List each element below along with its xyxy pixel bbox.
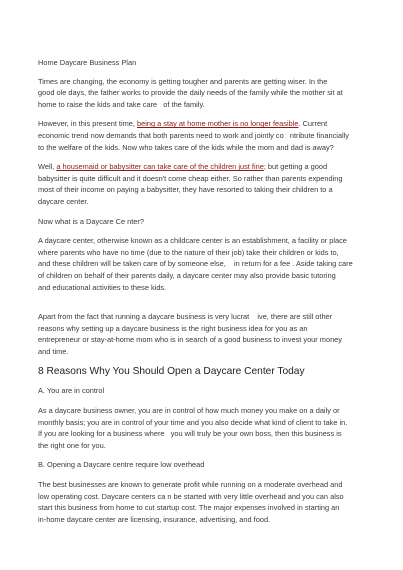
paragraph-text: ; but getting a good <box>263 162 328 172</box>
subheading-text: B. Opening a Daycare centre require low overhead <box>38 460 205 470</box>
paragraph-text: . Current <box>298 119 328 129</box>
paragraph-line: entrepreneur or stay-at-home mom who is in search of a good business to invest your money <box>38 335 342 345</box>
paragraph-text: Well, <box>38 162 57 172</box>
paragraph-babysitter <box>38 161 368 207</box>
subheading-control <box>38 385 368 397</box>
document-title <box>38 57 368 69</box>
spacer <box>38 301 368 311</box>
paragraph-line: A daycare center, otherwise known as a childcare center is an establishment, a facility or place <box>38 236 347 246</box>
paragraph-line: most of their income on paying a babysitter, they have resorted to taking their children to a <box>38 185 333 195</box>
document-body <box>38 57 368 533</box>
paragraph-intro <box>38 76 368 111</box>
paragraph-line: Times are changing, the economy is getting tougher and parents are getting wiser. In the <box>38 76 328 86</box>
paragraph-line: and educational activities to these kids. <box>38 282 167 292</box>
babysitter-link[interactable]: a housemaid or babysitter can take care of the children just fine <box>56 162 264 172</box>
stay-at-home-link[interactable]: being a stay at home mother is no longer feasible <box>137 119 299 129</box>
paragraph-line: and time. <box>38 346 69 356</box>
paragraph-line: where parents who have no time (due to the nature of their job) take their children or kids to, <box>38 247 339 257</box>
paragraph-line: babysitter is quite difficult and it doesn't come cheap either. So rather than parents expending <box>38 173 343 183</box>
paragraph-lucrative <box>38 311 368 357</box>
paragraph-line: If you are looking for a business where you will truly be your own boss, then this business is <box>38 429 342 439</box>
subheading-text: A. You are in control <box>38 386 105 396</box>
paragraph-text: However, in this present time, <box>38 119 137 129</box>
paragraph-line: of children on behalf of their parents daily, a daycare center may also provide basic tutoring <box>38 270 336 280</box>
paragraph-line: in-home daycare center are licensing, insurance, advertising, and food. <box>38 514 271 524</box>
paragraph-overhead <box>38 479 368 525</box>
section-heading: 8 Reasons Why You Should Open a Daycare Center Today <box>38 366 305 378</box>
paragraph-line: low operating cost. Daycare centers ca n be started with very little overhead and you can also <box>38 491 344 501</box>
paragraph-line: home to raise the kids and take care of the family. <box>38 99 205 109</box>
paragraph-line: good ole days, the father works to provide the daily needs of the family while the mother sit at <box>38 88 343 98</box>
paragraph-line <box>38 161 368 173</box>
subheading-overhead <box>38 459 368 471</box>
paragraph-line <box>38 118 368 130</box>
paragraph-definition <box>38 235 368 293</box>
paragraph-line: reasons why setting up a daycare business is the right business idea for you as an <box>38 323 308 333</box>
paragraph-line: and these children will be taken care of by someone else, in return for a fee . Aside taking care <box>38 259 353 269</box>
paragraph-line: Apart from the fact that running a daycare business is very lucrat ive, there are still other <box>38 312 333 322</box>
paragraph-control <box>38 405 368 451</box>
paragraph-line: to the welfare of the kids. Now who takes care of the kids while the mom and dad is away? <box>38 142 334 152</box>
paragraph-line: start this business from home to cut startup cost. The major expenses involved in starting an <box>38 503 340 513</box>
paragraph-present-time <box>38 118 368 153</box>
question-text: Now what is a Daycare Ce nter? <box>38 216 144 226</box>
title-text: Home Daycare Business Plan <box>38 58 137 67</box>
paragraph-line: monthly basis; you are in control of your time and you also decide what kind of client to take in. <box>38 417 348 427</box>
paragraph-line: the right one for you. <box>38 440 106 450</box>
paragraph-line: economic trend now demands that both parents need to work and jointly co ntribute financially <box>38 130 349 140</box>
paragraph-line: As a daycare business owner, you are in control of how much money you make on a daily or <box>38 406 340 416</box>
paragraph-line: daycare center. <box>38 196 89 206</box>
paragraph-line: The best businesses are known to generate profit while running on a moderate overhead and <box>38 480 343 490</box>
question-heading <box>38 216 368 228</box>
